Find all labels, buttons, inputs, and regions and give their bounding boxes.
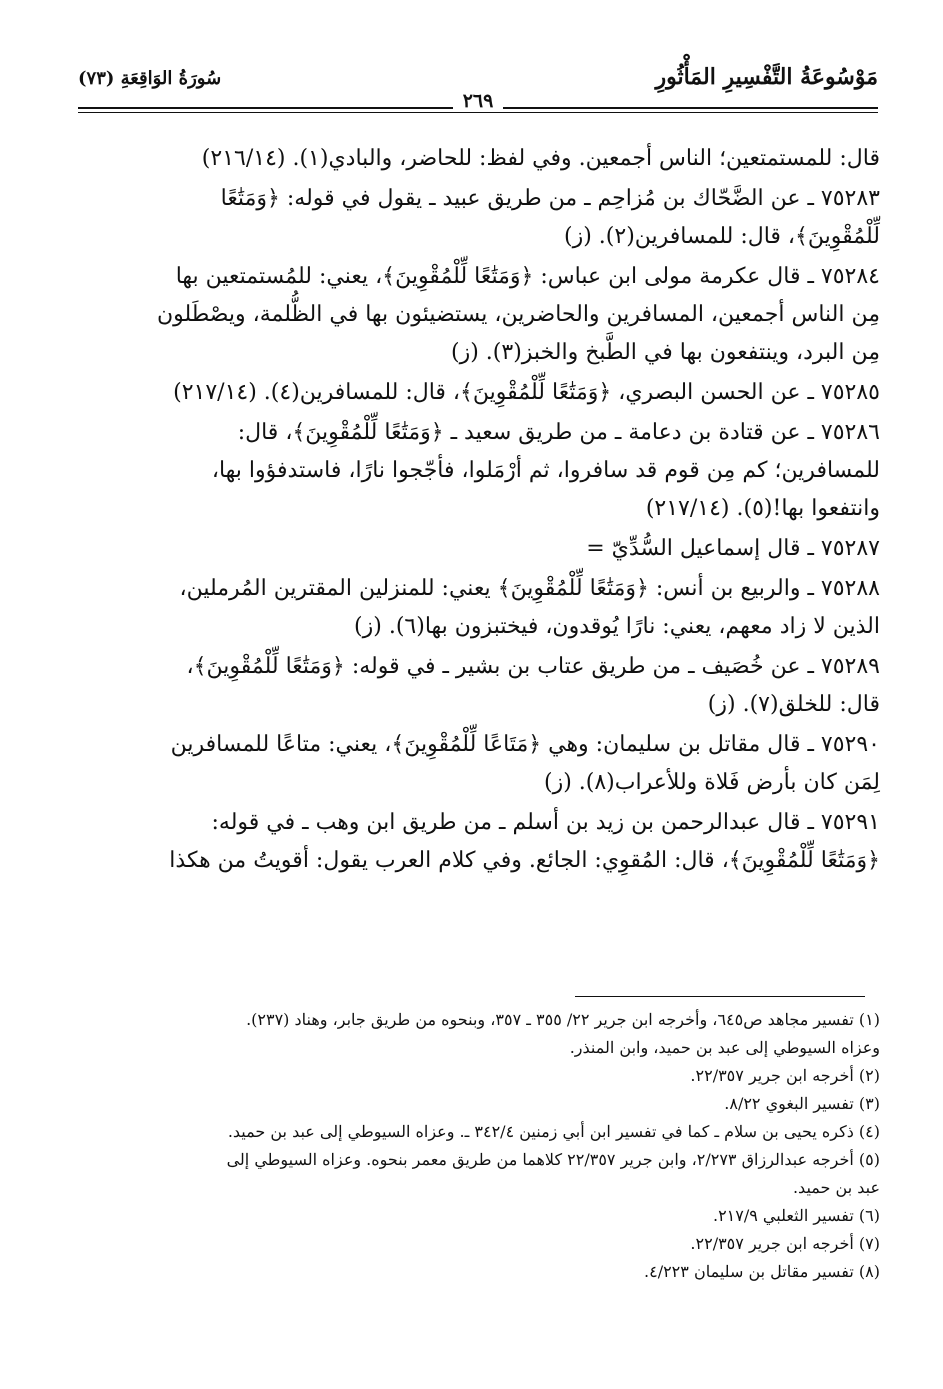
text-line: ٧٥٢٨٦ ـ عن قتادة بن دعامة ـ من طريق سعيد ـ ﴿وَمَتَٰعًا لِّلْمُقْوِينَ﴾، قال: [237, 420, 880, 445]
footnote: (٢) أخرجه ابن جرير ٢٢/٣٥٧. [690, 1066, 880, 1085]
running-header [78, 64, 878, 112]
text-line: ٧٥٢٨٧ ـ قال إسماعيل السُّدِّيّ = [586, 536, 880, 561]
main-text [74, 140, 880, 880]
text-line: ٧٥٢٨٩ ـ عن خُصَيف ـ من طريق عتاب بن بشير ـ في قوله: ﴿وَمَتَٰعًا لِّلْمُقْوِينَ﴾، [186, 654, 880, 679]
text-line: ٧٥٢٨٥ ـ عن الحسن البصري، ﴿وَمَتَٰعًا لِّلْمُقْوِينَ﴾، قال: للمسافرين(٤). (٢١٧/١٤) [173, 380, 880, 405]
footnote: (٤) ذكره يحيى بن سلام ـ كما في تفسير ابن أبي زمنين ٣٤٢/٤ ـ. وعزاه السيوطي إلى عبد بن حميد. [227, 1122, 880, 1141]
footnote: (٦) تفسير الثعلبي ٢١٧/٩. [712, 1206, 880, 1225]
surah-title: سُورَةُ الوَاقِعَةِ (٧٣) [78, 68, 222, 89]
footnote: (١) تفسير مجاهد ص٦٤٥، وأخرجه ابن جرير ٢٢/ ٣٥٥ ـ ٣٥٧، وبنحوه من طريق جابر، وهناد (٢٣٧). [246, 1010, 880, 1029]
text-line: قال: للخلق(٧). (ز) [707, 692, 880, 717]
footnote: (٥) أخرجه عبدالرزاق ٢/٢٧٣، وابن جرير ٢٢/٣٥٧ كلاهما من طريق معمر بنحوه. وعزاه السيوطي إلى [226, 1150, 880, 1169]
header-rule-thin [78, 112, 878, 113]
text-line: ٧٥٢٨٨ ـ والربيع بن أنس: ﴿وَمَتَٰعًا لِّلْمُقْوِينَ﴾ يعني: للمنزلين المقترين المُرملين، [179, 576, 880, 601]
text-line: لِّلْمُقْوِينَ﴾، قال: للمسافرين(٢). (ز) [564, 224, 880, 249]
footnote: (٧) أخرجه ابن جرير ٢٢/٣٥٧. [690, 1234, 880, 1253]
footnote: عبد بن حميد. [792, 1178, 880, 1197]
footnote-separator [575, 996, 865, 997]
text-line: ٧٥٢٨٣ ـ عن الضَّحّاك بن مُزاحِم ـ من طريق عبيد ـ يقول في قوله: ﴿وَمَتَٰعًا [220, 186, 880, 211]
footnote: (٣) تفسير البغوي ٨/٢٢. [724, 1094, 880, 1113]
text-line: ﴿وَمَتَٰعًا لِّلْمُقْوِينَ﴾، قال: المُقوِي: الجائع. وفي كلام العرب يقول: أقويتُ من هكذا [169, 848, 880, 873]
text-line: مِن البرد، وينتفعون بها في الطَّبخ والخبز(٣). (ز) [451, 340, 880, 365]
footnote: وعزاه السيوطي إلى عبد بن حميد، وابن المنذر. [569, 1038, 880, 1057]
text-line: للمسافرين؛ كم مِن قوم قد سافروا، ثم أرْمَلوا، فأجّجوا نارًا، فاستدفؤوا بها، [211, 458, 880, 483]
text-line: وانتفعوا بها!(٥). (٢١٧/١٤) [645, 496, 880, 521]
footnote: (٨) تفسير مقاتل بن سليمان ٤/٢٢٣. [644, 1262, 880, 1281]
page-number: ٢٦٩ [453, 90, 504, 112]
book-title: مَوْسُوعَةُ التَّفْسِيرِ المَأْثُورِ [655, 64, 878, 90]
footnotes [74, 1006, 880, 1286]
text-line: ٧٥٢٩١ ـ قال عبدالرحمن بن زيد بن أسلم ـ من طريق ابن وهب ـ في قوله: [211, 810, 880, 835]
text-line: ٧٥٢٨٤ ـ قال عكرمة مولى ابن عباس: ﴿وَمَتَٰعًا لِّلْمُقْوِينَ﴾، يعني: للمُستمتعين بها [175, 264, 880, 289]
text-line: ٧٥٢٩٠ ـ قال مقاتل بن سليمان: وهي ﴿مَتَاعًا لِّلْمُقْوِينَ﴾، يعني: متاعًا للمسافرين [170, 732, 880, 757]
text-line: الذين لا زاد معهم، يعني: نارًا يُوقدون، فيختبزون بها(٦). (ز) [354, 614, 880, 639]
text-line: قال: للمستمتعين؛ الناس أجمعين. وفي لفظ: للحاضر، والبادي(١). (٢١٦/١٤) [201, 146, 880, 171]
text-line: لِمَن كان بأرض فَلاة وللأعراب(٨). (ز) [543, 770, 880, 795]
text-line: مِن الناس أجمعين، المسافرين والحاضرين، يستضيئون بها في الظُّلمة، ويصْطَلون [156, 302, 880, 327]
